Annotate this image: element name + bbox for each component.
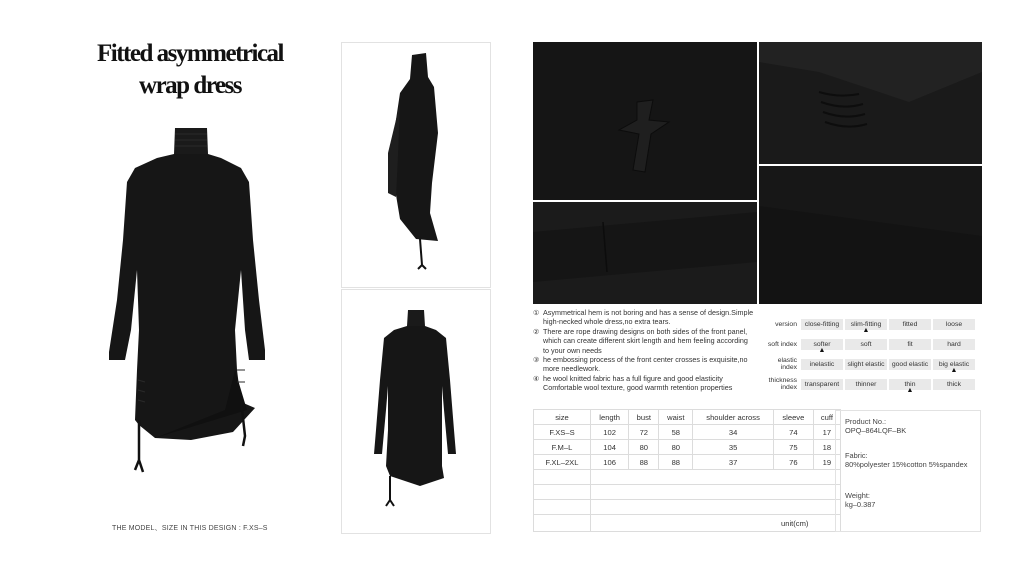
- feature-item: ③ he embossing process of the front center crosses is exquisite,no more needlework.: [533, 355, 748, 374]
- selected-marker-icon: ▲: [818, 347, 826, 354]
- title-line-1: Fitted asymmetrical: [96, 40, 283, 67]
- table-cell: 75: [773, 440, 813, 455]
- scale-option: slight elastic: [845, 359, 887, 370]
- scale-row-thickness: [763, 374, 976, 394]
- detail-cross-emboss-image: [533, 42, 757, 200]
- column-header: shoulder across: [693, 410, 774, 425]
- scale-label: elastic index: [777, 357, 797, 371]
- scale-option: thin: [889, 379, 931, 390]
- column-header: sleeve: [773, 410, 813, 425]
- table-row: [534, 440, 841, 455]
- table-cell: 35: [693, 440, 774, 455]
- scale-row-elastic: [763, 354, 976, 374]
- table-row-empty: [534, 485, 841, 500]
- table-cell: 17: [813, 425, 840, 440]
- back-view-image: [341, 289, 491, 534]
- scale-option: thinner: [845, 379, 887, 390]
- scale-option: fitted: [889, 319, 931, 330]
- table-row: [534, 455, 841, 470]
- table-cell: 72: [629, 425, 659, 440]
- column-header: waist: [659, 410, 693, 425]
- scale-option: loose: [933, 319, 975, 330]
- scale-row-soft: [763, 334, 976, 354]
- product-no-value: OPQ–864LQF–BK: [845, 426, 907, 435]
- table-cell: 80: [629, 440, 659, 455]
- detail-sleeve-cuff-image: [533, 202, 757, 304]
- column-header: length: [591, 410, 629, 425]
- scale-row-version: [763, 314, 976, 334]
- main-product-image: [95, 120, 285, 520]
- scale-option: slim-fitting: [845, 319, 887, 330]
- scale-option: close-fitting: [801, 319, 843, 330]
- weight-label: Weight:: [845, 491, 870, 500]
- weight-value: kg–0.387: [845, 500, 876, 509]
- scale-label: version: [775, 320, 797, 328]
- table-cell: F.XS–S: [534, 425, 591, 440]
- size-chart-table: [533, 409, 841, 532]
- scale-option: inelastic: [801, 359, 843, 370]
- table-cell: 88: [629, 455, 659, 470]
- table-cell: 58: [659, 425, 693, 440]
- column-header: cuff: [813, 410, 840, 425]
- selected-marker-icon: ▲: [950, 367, 958, 374]
- table-cell: 74: [773, 425, 813, 440]
- selected-marker-icon: ▲: [906, 387, 914, 394]
- fabric-label: Fabric:: [845, 451, 868, 460]
- table-cell: 102: [591, 425, 629, 440]
- table-cell: 19: [813, 455, 840, 470]
- detail-fabric-texture-image: [759, 166, 982, 304]
- table-cell: F.M–L: [534, 440, 591, 455]
- table-row: [534, 425, 841, 440]
- scale-option: good elastic: [889, 359, 931, 370]
- scale-label: soft index: [767, 340, 797, 348]
- table-row-empty: [534, 470, 841, 485]
- product-no-label: Product No.:: [845, 417, 887, 426]
- table-cell: 88: [659, 455, 693, 470]
- scale-option: hard: [933, 339, 975, 350]
- scale-option: thick: [933, 379, 975, 390]
- selected-marker-icon: ▲: [862, 327, 870, 334]
- table-cell: 34: [693, 425, 774, 440]
- table-cell: 37: [693, 455, 774, 470]
- product-info-box: [835, 410, 981, 532]
- table-cell: 104: [591, 440, 629, 455]
- unit-label: unit(cm): [781, 519, 809, 528]
- side-view-image: [341, 42, 491, 288]
- feature-item: ① Asymmetrical hem is not boring and has a sense of design.Simple high-necked whole dress,no extra tears.: [533, 308, 754, 327]
- table-cell: F.XL–2XL: [534, 455, 591, 470]
- scale-label: thickness index: [768, 377, 797, 391]
- scale-option: softer: [801, 339, 843, 350]
- column-header: size: [534, 410, 591, 425]
- column-header: bust: [629, 410, 659, 425]
- table-cell: 80: [659, 440, 693, 455]
- table-header-row: [534, 410, 841, 425]
- table-row-empty: [534, 500, 841, 515]
- feature-item: ② There are rope drawing designs on both sides of the front panel, which can create different skirt length and hem feeling according to your own needs: [533, 326, 748, 355]
- fabric-value: 80%polyester 15%cotton 5%spandex: [845, 460, 968, 469]
- scale-option: soft: [845, 339, 887, 350]
- scale-option: fit: [889, 339, 931, 350]
- detail-ruching-image: [759, 42, 982, 164]
- scale-option: big elastic: [933, 359, 975, 370]
- table-cell: 18: [813, 440, 840, 455]
- feature-item: ④ he wool knitted fabric has a full figure and good elasticity Comfortable wool texture, good warmth retention properties: [533, 373, 733, 393]
- table-cell: 76: [773, 455, 813, 470]
- title-line-2: wrap dress: [139, 72, 241, 99]
- table-cell: 106: [591, 455, 629, 470]
- fit-index-scale: [763, 314, 976, 394]
- product-title: [70, 38, 310, 102]
- feature-list: [533, 308, 755, 393]
- scale-option: transparent: [801, 379, 843, 390]
- model-size-caption: THE MODEL、SIZE IN THIS DESIGN : F.XS–S: [112, 525, 268, 532]
